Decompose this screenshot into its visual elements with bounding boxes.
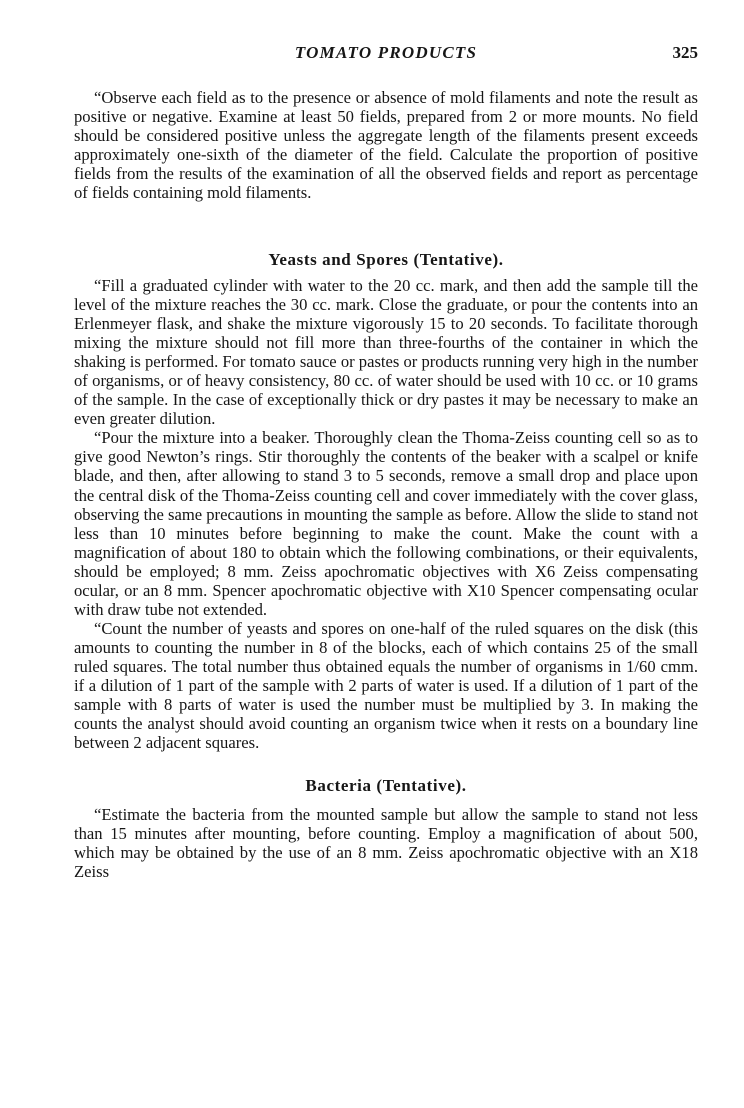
yeasts-paragraph-2: “Pour the mixture into a beaker. Thoroughly clean the Thoma-Zeiss counting cell so as to give good Newton’s rings. Stir thoroughly the contents of the beaker with a scalpel or knife blade, and then, after allowing to stand 3 to 5 seconds, remove a small drop and place upon the central disk of the Thoma-Zeiss counting cell and cover immediately with the cover glass, observing the same precautions in mounting the sample as before. Allow the slide to stand not less than 10 minutes before beginning to make the count. Make the count with a magnification of about 180 to obtain which the following combinations, or their equivalents, should be employed; 8 mm. Zeiss apochromatic objectives with X6 Zeiss compensating ocular, or an 8 mm. Spencer apochromatic objective with X10 Spencer compensating ocular with draw tube not extended. — [74, 428, 698, 619]
yeasts-paragraph-3: “Count the number of yeasts and spores on one-half of the ruled squares on the disk (this amounts to counting the number in 8 of the blocks, each of which contains 25 of the small ruled squares. The total number thus obtained equals the number of organisms in 1/60 cmm. if a dilution of 1 part of the sample with 2 parts of water is used. If a dilution of 1 part of the sample with 8 parts of water is used the number must be multiplied by 3. In making the counts the analyst should avoid counting an organism twice when it rests on a boundary line between 2 adjacent squares. — [74, 618, 698, 753]
running-title: TOMATO PRODUCTS — [294, 43, 478, 62]
bacteria-paragraph: “Estimate the bacteria from the mounted sample but allow the sample to stand not less than 15 minutes after mounting, before counting. Employ a magnification of about 500, which may be obtained by the use of an 8 mm. Zeiss apochromatic objective with an X18 Zeiss — [74, 805, 698, 882]
yeasts-paragraph-1: “Fill a graduated cylinder with water to the 20 cc. mark, and then add the sample till the level of the mixture reaches the 30 cc. mark. Close the graduate, or pour the contents into an Erlenmeyer flask, and shake the mixture vigorously 15 to 20 seconds. To facilitate thorough mixing the mixture should not fill more than three-fourths of the container in which the shaking is performed. For tomato sauce or pastes or products running very high in the number of organisms, or of heavy consistency, 80 cc. of water should be used with 10 cc. or 10 grams of the sample. In the case of exceptionally thick or dry pastes it may be necessary to make an even greater dilution. — [74, 276, 698, 429]
yeasts-spores-heading: Yeasts and Spores (Tentative). — [268, 250, 504, 269]
bacteria-heading: Bacteria (Tentative). — [305, 776, 467, 796]
page-number: 325 — [672, 43, 698, 62]
running-head — [74, 40, 698, 66]
page-body — [74, 88, 698, 881]
mold-filaments-paragraph: “Observe each field as to the presence or absence of mold filaments and note the result as positive or negative. Examine at least 50 fields, prepared from 2 or more mounts. No field should be considered positive unless the aggregate length of the filaments present exceeds approximately one-sixth of the diameter of the field. Calculate the proportion of positive fields from the results of the examination of all the observed fields and report as percentage of fields containing mold filaments. — [74, 88, 698, 203]
